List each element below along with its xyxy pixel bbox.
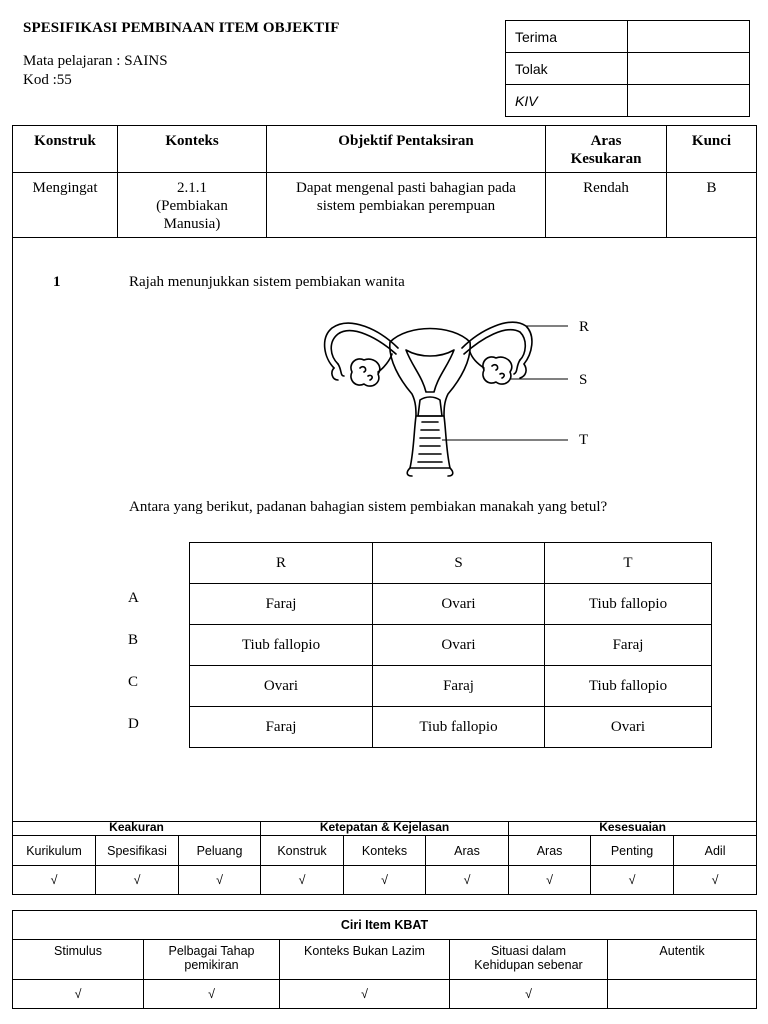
construct-value: Mengingat	[13, 173, 118, 238]
context-value	[118, 173, 267, 238]
question-number: 1	[53, 274, 61, 290]
status-accept-label: Terima	[506, 21, 628, 53]
status-reject-label: Tolak	[506, 53, 628, 85]
group-suitability: Kesesuaian	[509, 822, 757, 836]
option-b-r: Tiub fallopio	[190, 625, 373, 666]
mark-curriculum[interactable]: √	[13, 866, 96, 895]
mark-context[interactable]: √	[344, 866, 426, 895]
answer-header-s: S	[373, 543, 545, 584]
criterion-important: Penting	[591, 836, 674, 866]
criterion-context: Konteks	[344, 836, 426, 866]
option-c-r: Ovari	[190, 666, 373, 707]
criterion-specification: Spesifikasi	[96, 836, 179, 866]
reproductive-system-diagram	[320, 310, 620, 480]
item-info-table	[12, 125, 757, 238]
difficulty-header	[546, 126, 667, 173]
option-letter-a: A	[128, 590, 139, 606]
criterion-fair: Adil	[674, 836, 757, 866]
evaluation-table	[12, 821, 757, 895]
kbat-authentic: Autentik	[608, 940, 757, 980]
option-row-c[interactable]	[190, 666, 712, 707]
kbat-mark-real-life[interactable]: √	[450, 980, 608, 1009]
diagram-label-r: R	[579, 319, 590, 335]
objective-value	[267, 173, 546, 238]
group-clarity: Ketepatan & Kejelasan	[261, 822, 509, 836]
mark-fair[interactable]: √	[674, 866, 757, 895]
kbat-real-life-line2: Kehidupan sebenar	[474, 958, 583, 972]
objective-value-line1: Dapat mengenal pasti bahagian pada	[296, 180, 516, 196]
option-row-d[interactable]	[190, 707, 712, 748]
mark-level[interactable]: √	[426, 866, 509, 895]
option-letter-d: D	[128, 716, 139, 732]
answer-options-table	[189, 542, 712, 748]
context-value-line1: 2.1.1	[177, 180, 207, 196]
kbat-mark-unusual-context[interactable]: √	[280, 980, 450, 1009]
kbat-title: Ciri Item KBAT	[13, 911, 757, 940]
option-b-s: Ovari	[373, 625, 545, 666]
mark-construct[interactable]: √	[261, 866, 344, 895]
option-row-b[interactable]	[190, 625, 712, 666]
status-reject-value[interactable]	[628, 53, 750, 85]
option-b-t: Faraj	[545, 625, 712, 666]
context-header: Konteks	[118, 126, 267, 173]
option-d-s: Tiub fallopio	[373, 707, 545, 748]
option-a-t: Tiub fallopio	[545, 584, 712, 625]
kbat-thinking-levels	[144, 940, 280, 980]
option-a-r: Faraj	[190, 584, 373, 625]
diagram-label-s: S	[579, 372, 588, 388]
option-d-t: Ovari	[545, 707, 712, 748]
mark-opportunity[interactable]: √	[179, 866, 261, 895]
diagram-label-t: T	[579, 432, 589, 448]
kbat-unusual-context: Konteks Bukan Lazim	[280, 940, 450, 980]
objective-header: Objektif Pentaksiran	[267, 126, 546, 173]
mark-important[interactable]: √	[591, 866, 674, 895]
kbat-thinking-levels-line1: Pelbagai Tahap	[168, 944, 255, 958]
status-kiv-label: KIV	[506, 85, 628, 117]
mark-level-suitability[interactable]: √	[509, 866, 591, 895]
criterion-construct: Konstruk	[261, 836, 344, 866]
key-header: Kunci	[667, 126, 757, 173]
document-title: SPESIFIKASI PEMBINAAN ITEM OBJEKTIF	[23, 20, 340, 36]
option-c-t: Tiub fallopio	[545, 666, 712, 707]
answer-header-r: R	[190, 543, 373, 584]
kbat-thinking-levels-line2: pemikiran	[184, 958, 239, 972]
context-value-line2: (Pembiakan	[156, 198, 228, 214]
kbat-mark-stimulus[interactable]: √	[13, 980, 144, 1009]
kbat-mark-thinking-levels[interactable]: √	[144, 980, 280, 1009]
option-a-s: Ovari	[373, 584, 545, 625]
kbat-real-life-line1: Situasi dalam	[490, 944, 567, 958]
code-label: Kod :55	[23, 72, 72, 88]
kbat-table	[12, 910, 757, 1009]
option-c-s: Faraj	[373, 666, 545, 707]
criterion-level-suitability: Aras	[509, 836, 591, 866]
status-accept-value[interactable]	[628, 21, 750, 53]
status-kiv-value[interactable]	[628, 85, 750, 117]
kbat-mark-authentic[interactable]	[608, 980, 757, 1009]
difficulty-header-line2: Kesukaran	[570, 151, 642, 167]
difficulty-header-line1: Aras	[590, 133, 622, 149]
option-row-a[interactable]	[190, 584, 712, 625]
criterion-opportunity: Peluang	[179, 836, 261, 866]
question-prompt: Antara yang berikut, padanan bahagian sistem pembiakan manakah yang betul?	[129, 499, 608, 515]
option-letter-c: C	[128, 674, 139, 690]
construct-header: Konstruk	[13, 126, 118, 173]
objective-value-line2: sistem pembiakan perempuan	[316, 198, 496, 214]
group-accuracy: Keakuran	[13, 822, 261, 836]
kbat-real-life	[450, 940, 608, 980]
answer-header-t: T	[545, 543, 712, 584]
option-d-r: Faraj	[190, 707, 373, 748]
context-value-line3: Manusia)	[163, 216, 221, 232]
criterion-level: Aras	[426, 836, 509, 866]
difficulty-value: Rendah	[546, 173, 667, 238]
criterion-curriculum: Kurikulum	[13, 836, 96, 866]
kbat-stimulus: Stimulus	[13, 940, 144, 980]
mark-specification[interactable]: √	[96, 866, 179, 895]
key-value: B	[667, 173, 757, 238]
option-letter-b: B	[128, 632, 139, 648]
question-stem: Rajah menunjukkan sistem pembiakan wanita	[129, 274, 405, 290]
status-box	[505, 20, 750, 117]
subject-label: Mata pelajaran : SAINS	[23, 53, 168, 69]
